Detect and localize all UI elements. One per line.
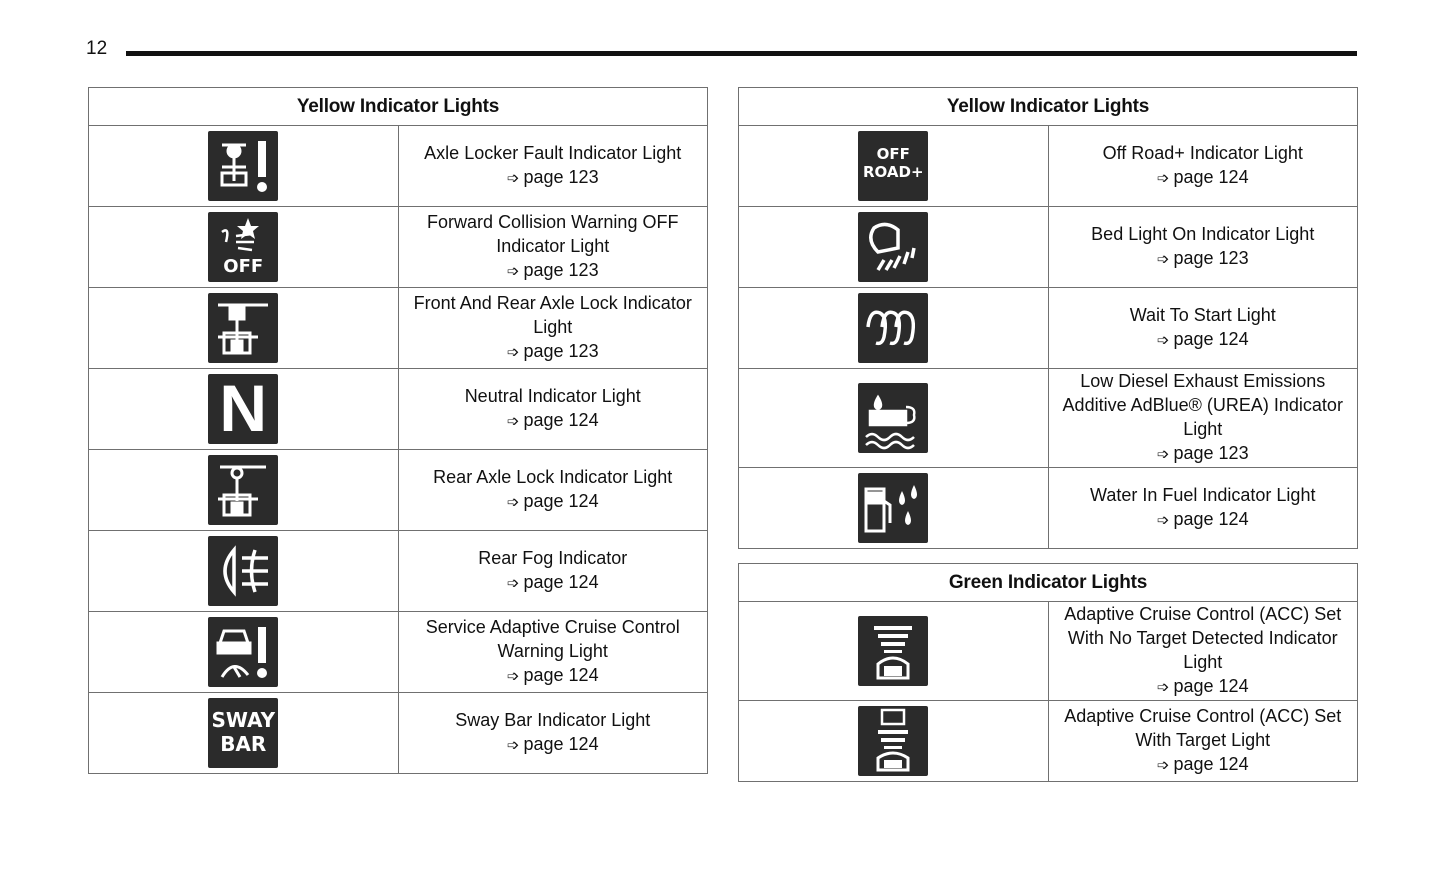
table-row bbox=[739, 369, 1358, 468]
table-row bbox=[89, 612, 708, 693]
arrow-icon: ➩ bbox=[1156, 251, 1170, 268]
page-reference-link[interactable]: ➩ page 124 bbox=[1156, 754, 1249, 774]
indicator-title: Adaptive Cruise Control (ACC) Set With Target Light bbox=[1064, 706, 1342, 750]
front-rear-axle-lock-icon bbox=[208, 293, 278, 363]
indicator-title: Off Road+ Indicator Light bbox=[1102, 143, 1303, 163]
arrow-icon: ➩ bbox=[506, 494, 520, 511]
green-indicator-table bbox=[738, 563, 1358, 782]
indicator-title: Axle Locker Fault Indicator Light bbox=[424, 143, 682, 163]
table-row bbox=[739, 602, 1358, 701]
indicator-title: Adaptive Cruise Control (ACC) Set With No Target Detected Indicator Light bbox=[1064, 604, 1342, 672]
indicator-title: Forward Collision Warning OFF Indicator Light bbox=[427, 212, 679, 256]
yellow-indicator-table-left bbox=[88, 87, 708, 774]
page-reference-link[interactable]: ➩ page 123 bbox=[1156, 443, 1249, 463]
arrow-icon: ➩ bbox=[1156, 170, 1170, 187]
arrow-icon: ➩ bbox=[506, 170, 520, 187]
table-row bbox=[89, 369, 708, 450]
table-heading: Yellow Indicator Lights bbox=[739, 88, 1358, 126]
table-heading: Yellow Indicator Lights bbox=[89, 88, 708, 126]
page-reference-link[interactable]: ➩ page 124 bbox=[506, 665, 599, 685]
arrow-icon: ➩ bbox=[506, 263, 520, 280]
table-row bbox=[739, 207, 1358, 288]
arrow-icon: ➩ bbox=[506, 344, 520, 361]
off-road-plus-icon: OFF ROAD+ bbox=[858, 131, 928, 201]
page-reference-link[interactable]: ➩ page 124 bbox=[1156, 676, 1249, 696]
arrow-icon: ➩ bbox=[506, 668, 520, 685]
low-def-icon bbox=[858, 383, 928, 453]
page-reference-link[interactable]: ➩ page 123 bbox=[1156, 248, 1249, 268]
table-row bbox=[89, 207, 708, 288]
acc-no-target-icon bbox=[858, 616, 928, 686]
arrow-icon: ➩ bbox=[1156, 679, 1170, 696]
rear-fog-icon bbox=[208, 536, 278, 606]
page-reference-link[interactable]: ➩ page 124 bbox=[506, 572, 599, 592]
indicator-title: Bed Light On Indicator Light bbox=[1091, 224, 1315, 244]
table-row bbox=[739, 468, 1358, 549]
indicator-title: Rear Fog Indicator bbox=[478, 548, 628, 568]
indicator-title: Neutral Indicator Light bbox=[464, 386, 641, 406]
header-rule bbox=[126, 51, 1357, 56]
indicator-title: Service Adaptive Cruise Control Warning Light bbox=[425, 617, 680, 661]
indicator-title: Low Diesel Exhaust Emissions Additive AdBlue® (UREA) Indicator Light bbox=[1062, 371, 1343, 439]
table-row bbox=[89, 693, 708, 774]
table-row bbox=[89, 531, 708, 612]
page-reference-link[interactable]: ➩ page 124 bbox=[1156, 167, 1249, 187]
wait-to-start-icon bbox=[858, 293, 928, 363]
page-reference-link[interactable]: ➩ page 124 bbox=[506, 734, 599, 754]
indicator-title: Front And Rear Axle Lock Indicator Light bbox=[413, 293, 692, 337]
page-reference-link[interactable]: ➩ page 124 bbox=[1156, 509, 1249, 529]
page-reference-link[interactable]: ➩ page 124 bbox=[1156, 329, 1249, 349]
arrow-icon: ➩ bbox=[1156, 332, 1170, 349]
table-row bbox=[89, 288, 708, 369]
indicator-title: Wait To Start Light bbox=[1129, 305, 1276, 325]
arrow-icon: ➩ bbox=[1156, 757, 1170, 774]
bed-light-icon bbox=[858, 212, 928, 282]
table-heading: Green Indicator Lights bbox=[739, 564, 1358, 602]
service-acc-warning-icon bbox=[208, 617, 278, 687]
indicator-title: Water In Fuel Indicator Light bbox=[1090, 485, 1316, 505]
table-row bbox=[89, 450, 708, 531]
acc-target-icon bbox=[858, 706, 928, 776]
page-number: 12 bbox=[86, 38, 108, 59]
page-reference-link[interactable]: ➩ page 124 bbox=[506, 410, 599, 430]
arrow-icon: ➩ bbox=[1156, 512, 1170, 529]
water-in-fuel-icon bbox=[858, 473, 928, 543]
arrow-icon: ➩ bbox=[506, 413, 520, 430]
yellow-indicator-table-right bbox=[738, 87, 1358, 549]
arrow-icon: ➩ bbox=[1156, 446, 1170, 463]
page-reference-link[interactable]: ➩ page 123 bbox=[506, 167, 599, 187]
page-reference-link[interactable]: ➩ page 123 bbox=[506, 341, 599, 361]
table-row bbox=[739, 288, 1358, 369]
forward-collision-off-icon: OFF bbox=[208, 212, 278, 282]
table-row bbox=[739, 701, 1358, 782]
indicator-title: Rear Axle Lock Indicator Light bbox=[433, 467, 673, 487]
table-row bbox=[739, 126, 1358, 207]
page-reference-link[interactable]: ➩ page 124 bbox=[506, 491, 599, 511]
table-row bbox=[89, 126, 708, 207]
arrow-icon: ➩ bbox=[506, 737, 520, 754]
indicator-title: Sway Bar Indicator Light bbox=[455, 710, 651, 730]
sway-bar-icon: SWAY BAR bbox=[208, 698, 278, 768]
axle-locker-fault-icon bbox=[208, 131, 278, 201]
arrow-icon: ➩ bbox=[506, 575, 520, 592]
neutral-icon: N bbox=[208, 374, 278, 444]
rear-axle-lock-icon bbox=[208, 455, 278, 525]
page-reference-link[interactable]: ➩ page 123 bbox=[506, 260, 599, 280]
